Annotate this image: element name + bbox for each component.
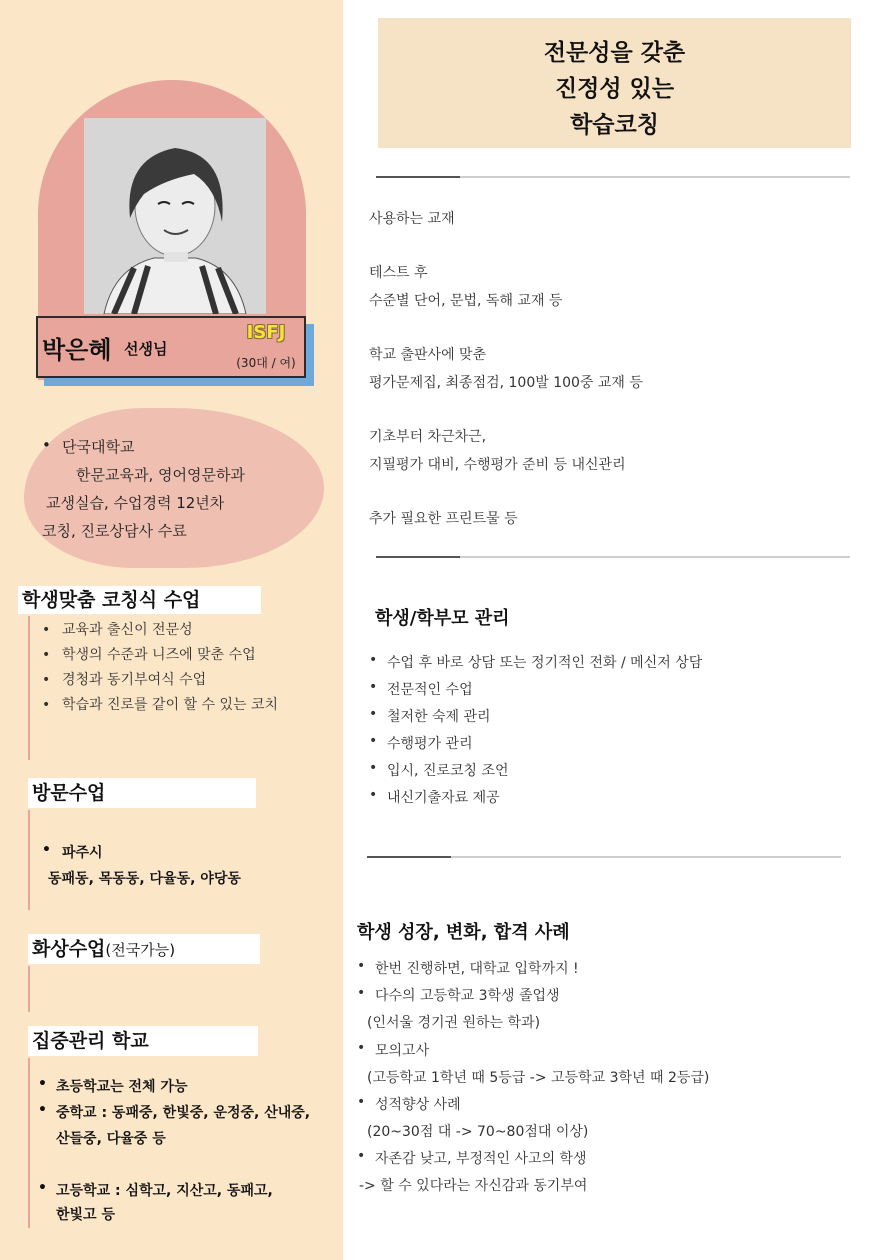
materials-line: 수준별 단어, 문법, 독해 교재 등 xyxy=(369,293,563,309)
schools-section-title: 집중관리 학교 xyxy=(28,1026,258,1056)
headline-box xyxy=(378,18,851,148)
headline-line: 학습코칭 xyxy=(570,112,659,138)
education-blob xyxy=(24,408,324,568)
age-gender: (30대 / 여) xyxy=(236,356,296,370)
management-item: 전문적인 수업 xyxy=(387,682,473,698)
education-line: 코칭, 진로상담사 수료 xyxy=(42,522,187,540)
visit-areas: 동패동, 목동동, 다율동, 야당동 xyxy=(48,871,241,887)
materials-line: 학교 출판사에 맞춘 xyxy=(369,347,487,363)
materials-line: 평가문제집, 최종점검, 100발 100중 교재 등 xyxy=(369,375,643,391)
case-line: 다수의 고등학교 3학생 졸업생 xyxy=(375,988,560,1004)
coaching-section-title: 학생맞춤 코칭식 수업 xyxy=(18,586,261,614)
visit-accent-line xyxy=(28,810,30,910)
materials-line: 지필평가 대비, 수행평가 준비 등 내신관리 xyxy=(369,457,626,473)
coaching-list: • 교육과 출신이 전문성 • 학생의 수준과 니즈에 맞춘 수업 • 경청과 동기부여식 수업 • 학습과 진로를 같이 할 수 있는 코치 xyxy=(42,618,332,728)
coaching-accent-line xyxy=(28,616,30,760)
case-line: -> 할 수 있다라는 자신감과 동기부여 xyxy=(359,1178,588,1194)
teacher-name: 박은혜 xyxy=(42,336,112,364)
section-divider xyxy=(376,176,850,178)
list-item: 경청과 동기부여식 수업 xyxy=(62,672,207,688)
video-accent-line xyxy=(28,966,30,1012)
case-line: 한번 진행하면, 대학교 입학까지 ! xyxy=(375,961,579,977)
materials-line: 추가 필요한 프린트물 등 xyxy=(369,511,518,527)
visit-city: 파주시 xyxy=(62,845,103,861)
education-line: 단국대학교 xyxy=(62,438,135,456)
management-section-title: 학생/학부모 관리 xyxy=(375,608,510,629)
school-item: 고등학교 : 심학고, 지산고, 동패고, xyxy=(56,1183,273,1199)
case-line: 모의고사 xyxy=(375,1043,430,1059)
visit-section-title: 방문수업 xyxy=(28,778,256,808)
video-section-title xyxy=(28,934,260,964)
schools-accent-line xyxy=(28,1058,30,1228)
video-note: (전국가능) xyxy=(105,941,176,959)
portrait-sketch xyxy=(84,118,266,314)
left-panel: 박은혜 선생님 ISFJ (30대 / 여) • 단국대학교 한문교육과, 영어영문하과 교생실습, 수업경력 12년차 코칭, 진로상담사 수료 학생맞춤 코칭식 수업 • 교육과 출신이 전문성 • 학생의 수준과 니즈에 맞춘 수업 • 경청과 동기부여식 수업 • 학습과 진로를 같이 할 수 있는 코치 방문수업 • 파주시 동패동, 목동동, 다율동, 야당동 화상수업(전국가능) 집중관리 학교 • 초등학교는 전체 가능 • 중학교 : 동패중, 한빛중, 운정중, 산내중, 산들중, 다율중 등 • 고등학교 : 심학고, 지산고, 동패고, 한빛고 등 xyxy=(0,0,343,1260)
education-line: 한문교육과, 영어영문하과 xyxy=(76,466,245,484)
school-item: 초등학교는 전체 가능 xyxy=(56,1079,188,1095)
teacher-title: 선생님 xyxy=(124,340,168,358)
management-item: 내신기출자료 제공 xyxy=(387,790,500,806)
video-title: 화상수업 xyxy=(32,938,106,960)
list-item: 교육과 출신이 전문성 xyxy=(62,622,193,638)
right-panel: 전문성을 갖춘 진정성 있는 학습코칭 사용하는 교재 테스트 후 수준별 단어, 문법, 독해 교재 등 학교 출판사에 맞춘 평가문제집, 최종점검, 100발 100중 교재 등 기초부터 차근차근, 지필평가 대비, 수행평가 준비 등 내신관리 추가 필요한 프린트물 등 학생/학부모 관리 • 수업 후 바로 상담 또는 정기적인 전화 / 메신저 상담 • 전문적인 수업 • 철저한 숙제 관리 • 수행평가 관리 • 입시, 진로코칭 조언 • 내신기출자료 제공 학생 성장, 변화, 합격 사례 • 한번 진행하면, 대학교 입학까지 ! • 다수의 고등학교 3학생 졸업생 (인서울 경기권 원하는 학과) • 모의고사 (고등학교 1학년 때 5등급 -> 고등학교 3학년 때 2등급) • 성적향상 사례 (20~30점 대 -> 70~80점대 이상) • 자존감 낮고, 부정적인 사고의 학생 -> 할 수 있다라는 자신감과 동기부여 xyxy=(343,0,891,1260)
section-divider xyxy=(376,556,850,558)
management-item: 입시, 진로코칭 조언 xyxy=(387,763,509,779)
education-line: 교생실습, 수업경력 12년차 xyxy=(46,494,225,512)
case-line: (20~30점 대 -> 70~80점대 이상) xyxy=(367,1124,589,1140)
management-item: 수업 후 바로 상담 또는 정기적인 전화 / 메신저 상담 xyxy=(387,655,703,671)
section-divider xyxy=(367,856,841,858)
case-line: (인서울 경기권 원하는 학과) xyxy=(367,1015,541,1031)
school-item: 중학교 : 동패중, 한빛중, 운정중, 산내중, xyxy=(56,1105,311,1121)
school-item: 한빛고 등 xyxy=(56,1207,115,1223)
school-item: 산들중, 다율중 등 xyxy=(56,1131,166,1147)
case-line: (고등학교 1학년 때 5등급 -> 고등학교 3학년 때 2등급) xyxy=(367,1070,710,1086)
materials-line: 테스트 후 xyxy=(369,265,428,281)
list-item: 학습과 진로를 같이 할 수 있는 코치 xyxy=(62,697,279,713)
management-item: 수행평가 관리 xyxy=(387,736,473,752)
case-line: 성적향상 사례 xyxy=(375,1097,461,1113)
name-card xyxy=(36,316,306,378)
cases-section-title: 학생 성장, 변화, 합격 사례 xyxy=(357,922,570,943)
management-item: 철저한 숙제 관리 xyxy=(387,709,491,725)
materials-line: 기초부터 차근차근, xyxy=(369,429,487,445)
mbti-badge: ISFJ xyxy=(246,322,286,343)
headline-line: 진정성 있는 xyxy=(554,76,675,102)
materials-line: 사용하는 교재 xyxy=(369,211,455,227)
headline-line: 전문성을 갖춘 xyxy=(543,40,686,66)
list-item: 학생의 수준과 니즈에 맞춘 수업 xyxy=(62,647,256,663)
teacher-portrait-image xyxy=(84,118,266,314)
case-line: 자존감 낮고, 부정적인 사고의 학생 xyxy=(375,1151,587,1167)
education-bullet: • xyxy=(42,436,51,454)
